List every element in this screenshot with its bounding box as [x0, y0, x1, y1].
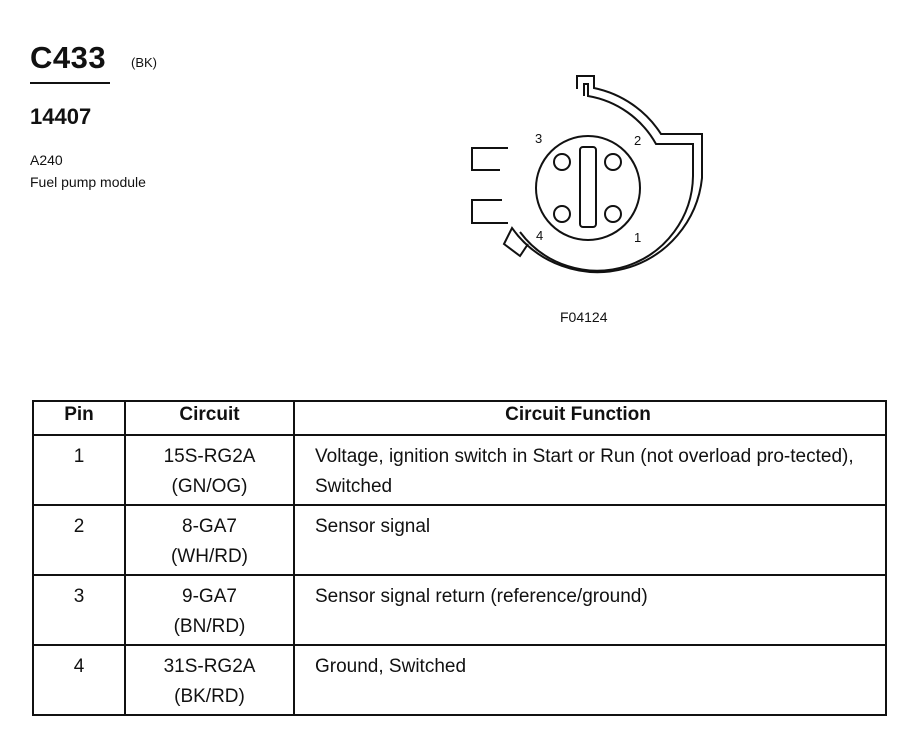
table-row: [33, 505, 886, 575]
wire-color: (BK/RD): [174, 686, 245, 707]
circuit-cell: [125, 505, 294, 575]
circuit-id: 8-GA7: [182, 516, 237, 537]
center-key: [580, 147, 596, 227]
component-name: Fuel pump module: [30, 174, 146, 190]
housing-inner: [520, 84, 693, 271]
connector-diagram: [460, 68, 750, 293]
pinout-table: [32, 400, 887, 716]
pin-cavity-2: [605, 154, 621, 170]
pin-label-3: 3: [535, 131, 543, 146]
pin-number: 2: [33, 505, 125, 575]
wire-color: (WH/RD): [170, 546, 249, 567]
table-header-row: [33, 401, 886, 435]
circuit-id: 9-GA7: [182, 586, 237, 607]
pin-cavity-1: [605, 206, 621, 222]
connector-id: C433: [30, 40, 107, 75]
lower-tab: [472, 200, 508, 223]
circuit-id: 15S-RG2A: [163, 446, 256, 467]
circuit-cell: [125, 435, 294, 505]
connector-color: (BK): [131, 55, 157, 70]
component-code: A240: [30, 152, 63, 168]
connector-face: [536, 136, 640, 240]
table-row: [33, 645, 886, 715]
housing-outer: [504, 76, 702, 272]
title-rule: [30, 82, 110, 84]
pin-number: 1: [33, 435, 125, 505]
circuit-function: Sensor signal return (reference/ground): [294, 575, 886, 645]
part-number: 14407: [30, 104, 92, 129]
pin-cavity-3: [554, 154, 570, 170]
table-row: [33, 575, 886, 645]
header-circuit-function: Circuit Function: [294, 401, 886, 435]
circuit-id: 31S-RG2A: [163, 656, 256, 677]
pin-label-4: 4: [536, 228, 544, 243]
circuit-cell: [125, 575, 294, 645]
pin-cavity-4: [554, 206, 570, 222]
upper-tab: [472, 148, 508, 170]
wire-color: (GN/OG): [171, 476, 248, 497]
circuit-function: Voltage, ignition switch in Start or Run (not overload pro-tected), Switched: [294, 435, 886, 505]
pin-label-1: 1: [634, 230, 642, 245]
circuit-cell: [125, 645, 294, 715]
header-pin: Pin: [33, 401, 125, 435]
circuit-function: Sensor signal: [294, 505, 886, 575]
pin-label-2: 2: [634, 133, 642, 148]
pin-number: 4: [33, 645, 125, 715]
pin-number: 3: [33, 575, 125, 645]
header-circuit: Circuit: [125, 401, 294, 435]
table-row: [33, 435, 886, 505]
wire-color: (BN/RD): [173, 616, 246, 637]
circuit-function: Ground, Switched: [294, 645, 886, 715]
figure-ref: F04124: [560, 309, 608, 325]
